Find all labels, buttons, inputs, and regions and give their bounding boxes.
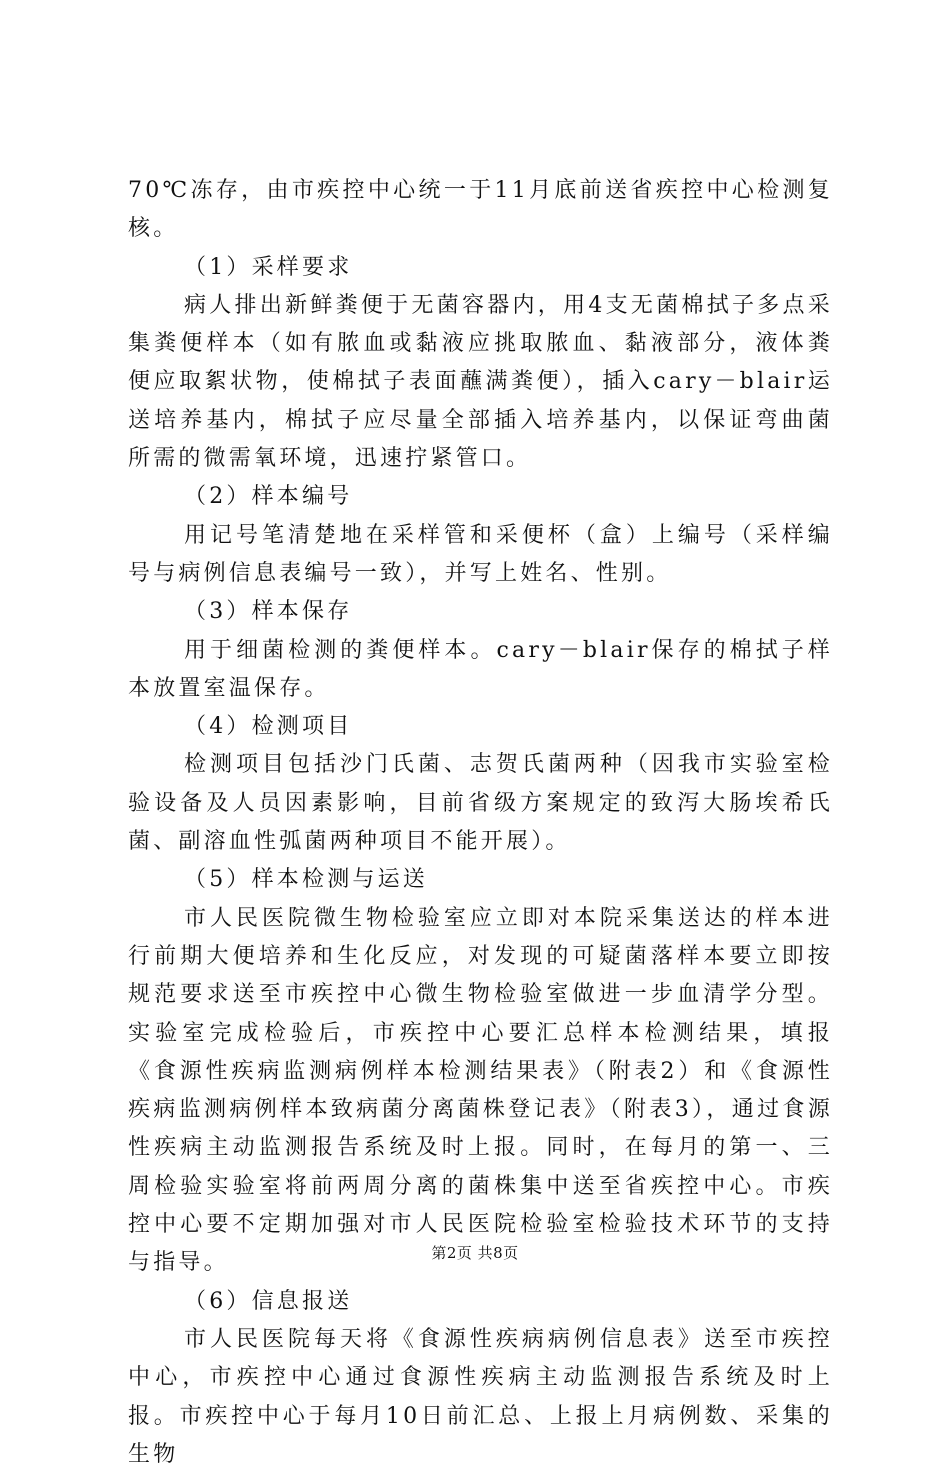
paragraph-storage: 用于细菌检测的粪便样本。cary－blair保存的棉拭子样本放置室温保存。 — [128, 637, 833, 701]
paragraph-test-items: 检测项目包括沙门氏菌、志贺氏菌两种（因我市实验室检验设备及人员因素影响，目前省级方案规定的致泻大肠埃希氏菌、副溶血性弧菌两种项目不能开展）。 — [128, 752, 833, 855]
section-heading-reporting: （6）信息报送 — [184, 1288, 353, 1314]
paragraph-reporting: 市人民医院每天将《食源性疾病病例信息表》送至市疾控中心，市疾控中心通过食源性疾病主动监测报告系统及时上报。市疾控中心于每月10日前汇总、上报上月病例数、采集的生物 — [128, 1326, 833, 1467]
paragraph-testing-transport: 市人民医院微生物检验室应立即对本院采集送达的样本进行前期大便培养和生化反应，对发现的可疑菌落样本要立即按规范要求送至市疾控中心微生物检验室做进一步血清学分型。实验室完成检验后，市疾控中心要汇总样本检测结果，填报《食源性疾病监测病例样本检测结果表》（附表2）和《食源性疾病监测病例样本致病菌分离菌株登记表》（附表3），通过食源性疾病主动监测报告系统及时上报。同时，在每月的第一、三周检验实验室将前两周分离的菌株集中送至省疾控中心。市疾控中心要不定期加强对市人民医院检验室检验技术环节的支持与指导。 — [128, 905, 833, 1276]
section-heading-test-items: （4）检测项目 — [184, 714, 353, 740]
section-heading-numbering: （2）样本编号 — [184, 484, 353, 510]
page-number-footer: 第2页 共8页 — [431, 1244, 519, 1262]
paragraph-numbering: 用记号笔清楚地在采样管和采便杯（盒）上编号（采样编号与病例信息表编号一致），并写上姓名、性别。 — [128, 522, 833, 586]
document-body — [128, 172, 833, 1474]
paragraph-sampling: 病人排出新鲜粪便于无菌容器内，用4支无菌棉拭子多点采集粪便样本（如有脓血或黏液应挑取脓血、黏液部分，液体粪便应取絮状物，使棉拭子表面蘸满粪便），插入cary－blair运送培养基内，棉拭子应尽量全部插入培养基内，以保证弯曲菌所需的微需氧环境，迅速拧紧管口。 — [128, 292, 833, 472]
section-heading-testing-transport: （5）样本检测与运送 — [184, 867, 428, 893]
paragraph-continuation: 70℃冻存，由市疾控中心统一于11月底前送省疾控中心检测复核。 — [128, 178, 833, 242]
section-heading-storage: （3）样本保存 — [184, 599, 353, 625]
section-heading-sampling: （1）采样要求 — [184, 254, 353, 280]
